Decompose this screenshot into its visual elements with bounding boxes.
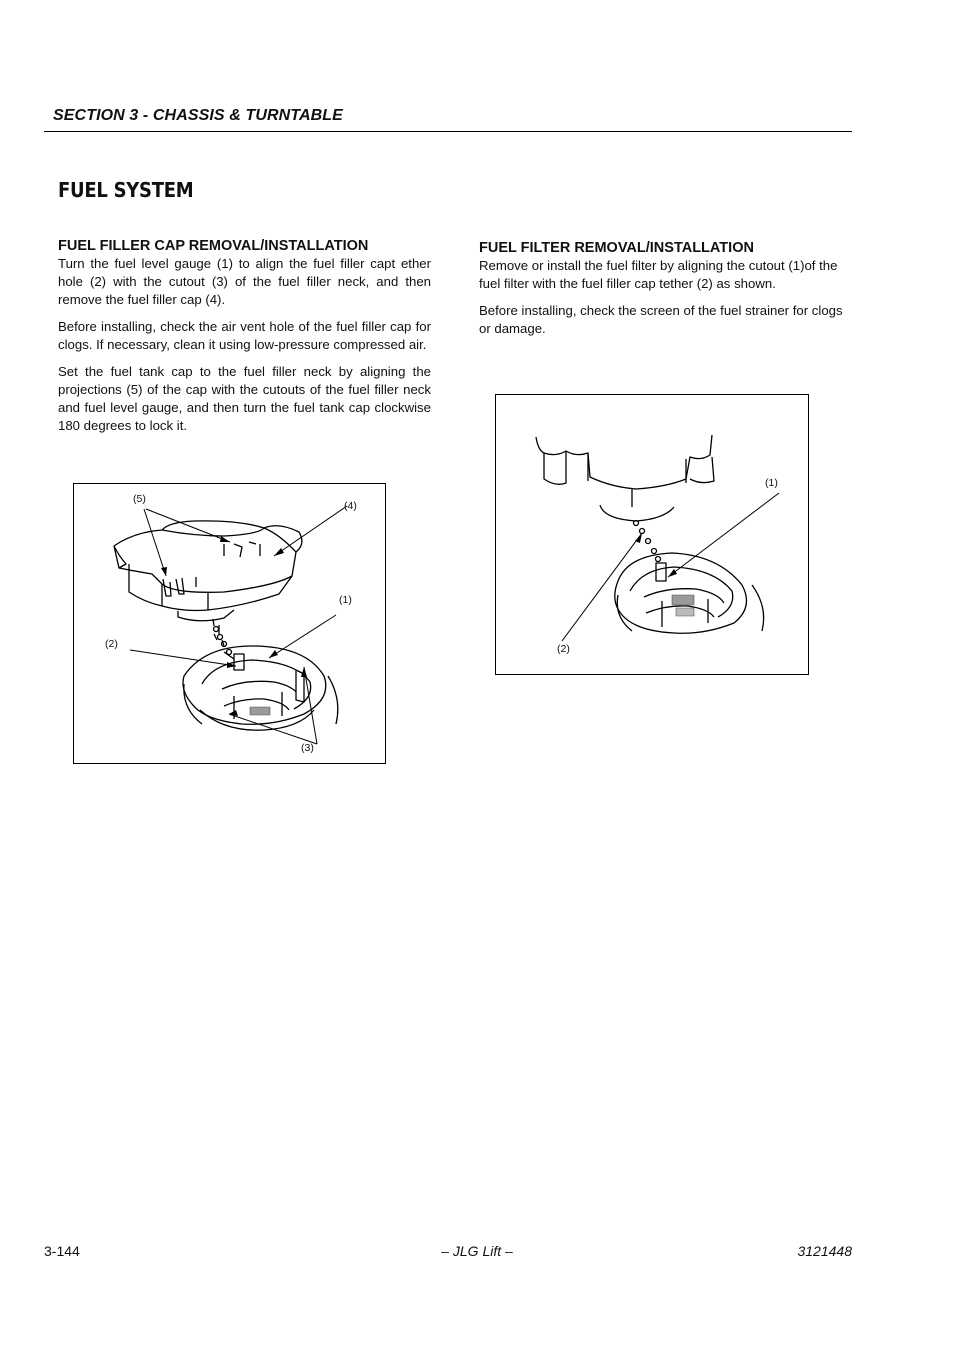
document-number: 3121448 [797,1243,852,1259]
callout-1: (1) [339,594,352,606]
left-column [58,237,431,444]
fuel-filler-cap-figure [73,483,386,764]
callout-3: (3) [301,742,314,754]
section-header: SECTION 3 - CHASSIS & TURNTABLE [53,107,343,124]
left-paragraph-3: Set the fuel tank cap to the fuel filler neck by aligning the projections (5) of the cap with the cutouts of the fuel filler neck and fuel level gauge, and then turn the fuel tank cap clockwise 180 degrees to lock it. [58,364,431,433]
callout-2: (2) [557,643,570,655]
page-number: 3-144 [44,1243,80,1259]
right-heading: FUEL FILTER REMOVAL/INSTALLATION [479,240,754,256]
right-paragraph-2: Before installing, check the screen of the fuel strainer for clogs or damage. [479,303,843,336]
fuel-filter-figure [495,394,809,675]
header-rule [44,131,852,132]
left-paragraph-1: Turn the fuel level gauge (1) to align the fuel filler capt ether hole (2) with the cutout (3) of the fuel filler neck, and then remove the fuel filler cap (4). [58,256,431,307]
callout-1: (1) [765,477,778,489]
left-heading: FUEL FILLER CAP REMOVAL/INSTALLATION [58,238,369,254]
footer-brand: – JLG Lift – [441,1243,513,1259]
callout-2: (2) [105,638,118,650]
page-title: FUEL SYSTEM [58,178,194,202]
callout-4: (4) [344,500,357,512]
left-paragraph-2: Before installing, check the air vent hole of the fuel filler cap for clogs. If necessary, clean it using low-pressure compressed air. [58,319,431,352]
callout-5: (5) [133,493,146,505]
fuel-filter-illustration [496,395,808,674]
right-column [479,239,852,347]
fuel-filler-cap-illustration [74,484,385,763]
right-paragraph-1: Remove or install the fuel filter by aligning the cutout (1)of the fuel filter with the fuel filler cap tether (2) as shown. [479,258,838,291]
